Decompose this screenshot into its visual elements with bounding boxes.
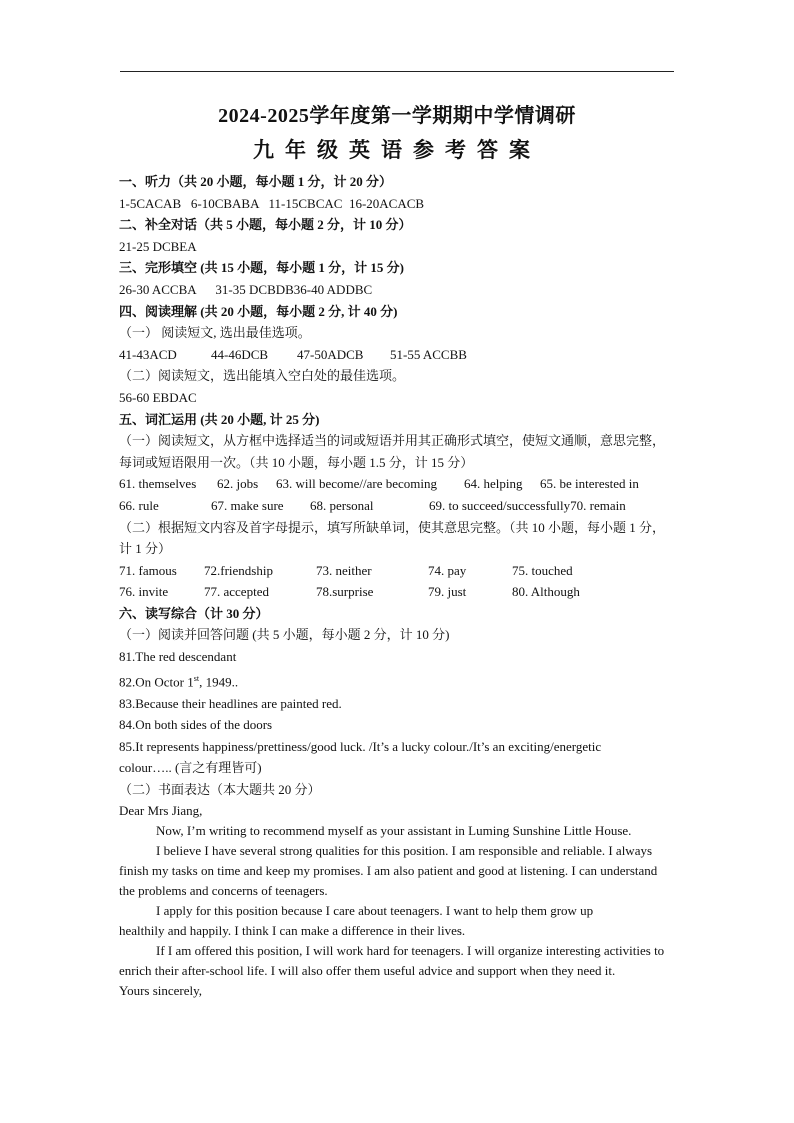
- answer-82-superscript: st: [193, 673, 200, 683]
- vocab-answer: 80. Although: [512, 584, 580, 600]
- answer-sheet: [119, 171, 675, 1001]
- page-title: 2024-2025学年度第一学期期中学情调研: [218, 105, 576, 127]
- section-cloze-answers: 26-30 ACCBA 31-35 DCBDB36-40 ADDBC: [119, 281, 373, 297]
- vocab-answer: 79. just: [428, 584, 467, 600]
- letter-paragraph-3: I apply for this position because I care about teenagers. I want to help them grow up healthily and happily. I think I can make a difference in their lives.: [119, 902, 594, 938]
- reading-writing-part1-title: （一）阅读并回答问题 (共 5 小题，每小题 2 分，计 10 分): [119, 627, 450, 643]
- vocabulary-row-76-80: [119, 581, 675, 603]
- vocab-answer: 73. neither: [316, 562, 372, 578]
- reading-part1-answers: [119, 344, 675, 366]
- answer-81: 81.The red descendant: [119, 649, 237, 665]
- answer-group: 44-46DCB: [211, 346, 269, 362]
- section-listening-answers: 1-5CACAB 6-10CBABA 11-15CBCAC 16-20ACACB: [119, 195, 425, 211]
- section-reading-writing-heading: 六、读写综合（计 30 分）: [119, 605, 269, 621]
- answer-82-date: , 1949..: [199, 673, 239, 689]
- top-rule: [120, 71, 674, 72]
- vocab-answer: 61. themselves: [119, 476, 197, 492]
- vocabulary-part2-title: （二）根据短文内容及首字母提示，填写所缺单词，使其意思完整。（共 10 小题，每小题 1 分，计 1 分）: [119, 519, 666, 557]
- vocab-answer: 68. personal: [310, 497, 374, 513]
- vocab-answer: 64. helping: [464, 476, 523, 492]
- reading-part2-answers: 56-60 EBDAC: [119, 389, 197, 405]
- reading-part1-title: （一） 阅读短文, 选出最佳选项。: [119, 325, 311, 341]
- reading-part2-title: （二）阅读短文，选出能填入空白处的最佳选项。: [119, 368, 406, 384]
- sample-letter: [119, 801, 675, 1001]
- vocabulary-row-61-65: [119, 473, 675, 495]
- vocab-answer: 77. accepted: [204, 584, 269, 600]
- vocab-answer: 69. to succeed/successfully70. remain: [429, 497, 626, 513]
- section-dialogue-answers: 21-25 DCBEA: [119, 238, 197, 254]
- vocabulary-row-66-70: [119, 495, 675, 517]
- letter-paragraph-2: I believe I have several strong qualities for this position. I am responsible and reliable. I always finish my tasks on time and keep my promises. I am also patient and good at listening. I can understand the problems and concerns of teenagers.: [119, 842, 658, 898]
- letter-paragraph-1: Now, I’m writing to recommend myself as your assistant in Luming Sunshine Little House.: [156, 822, 632, 838]
- section-dialogue-heading: 二、补全对话（共 5 小题，每小题 2 分，计 10 分）: [119, 217, 412, 233]
- vocab-answer: 62. jobs: [217, 476, 259, 492]
- vocab-answer: 65. be interested in: [540, 476, 639, 492]
- vocab-answer: 71. famous: [119, 562, 177, 578]
- letter-greeting: Dear Mrs Jiang,: [119, 802, 203, 818]
- vocab-answer: 67. make sure: [211, 497, 284, 513]
- vocab-answer: 63. will become//are becoming: [276, 476, 438, 492]
- answer-group: 47-50ADCB: [297, 346, 364, 362]
- section-listening-heading: 一、听力（共 20 小题，每小题 1 分，计 20 分）: [119, 174, 393, 189]
- vocab-answer: 66. rule: [119, 497, 159, 513]
- writing-part2-title: （二）书面表达（本大题共 20 分）: [119, 781, 321, 797]
- section-reading-heading: 四、阅读理解 (共 20 小题，每小题 2 分, 计 40 分): [119, 303, 398, 319]
- vocab-answer: 72.friendship: [204, 562, 273, 578]
- letter-closing: Yours sincerely,: [119, 982, 203, 998]
- answer-83: 83.Because their headlines are painted red.: [119, 695, 342, 711]
- vocab-answer: 76. invite: [119, 584, 169, 600]
- letter-paragraph-4: If I am offered this position, I will work hard for teenagers. I will organize interesting activities to enrich their after-school life. I will also offer them useful advice and support when they need it.: [119, 942, 665, 978]
- section-cloze-heading: 三、完形填空 (共 15 小题，每小题 1 分，计 15 分): [119, 260, 404, 276]
- answer-82: [119, 668, 675, 693]
- vocab-answer: 78.surprise: [316, 584, 374, 600]
- vocabulary-row-71-75: [119, 560, 675, 582]
- vocab-answer: 75. touched: [512, 562, 573, 578]
- page-subtitle: 九年级英语参考答案: [253, 138, 541, 162]
- vocabulary-part1-title: （一）阅读短文，从方框中选择适当的词或短语并用其正确形式填空，使短文通顺，意思完整，每词或短语限用一次。（共 10 小题，每小题 1.5 分，计 15 分）: [119, 433, 666, 470]
- section-vocabulary-heading: 五、词汇运用 (共 20 小题, 计 25 分): [119, 411, 320, 427]
- vocab-answer: 74. pay: [428, 562, 467, 578]
- answer-group: 51-55 ACCBB: [390, 346, 467, 362]
- answer-85: 85.It represents happiness/prettiness/good luck. /It’s a lucky colour./It’s an exciting/energetic colour….. (言之有理皆可): [119, 738, 602, 776]
- answer-84: 84.On both sides of the doors: [119, 717, 273, 733]
- answer-82-text: 82.On Octor 1: [119, 673, 194, 689]
- answer-group: 41-43ACD: [119, 346, 177, 362]
